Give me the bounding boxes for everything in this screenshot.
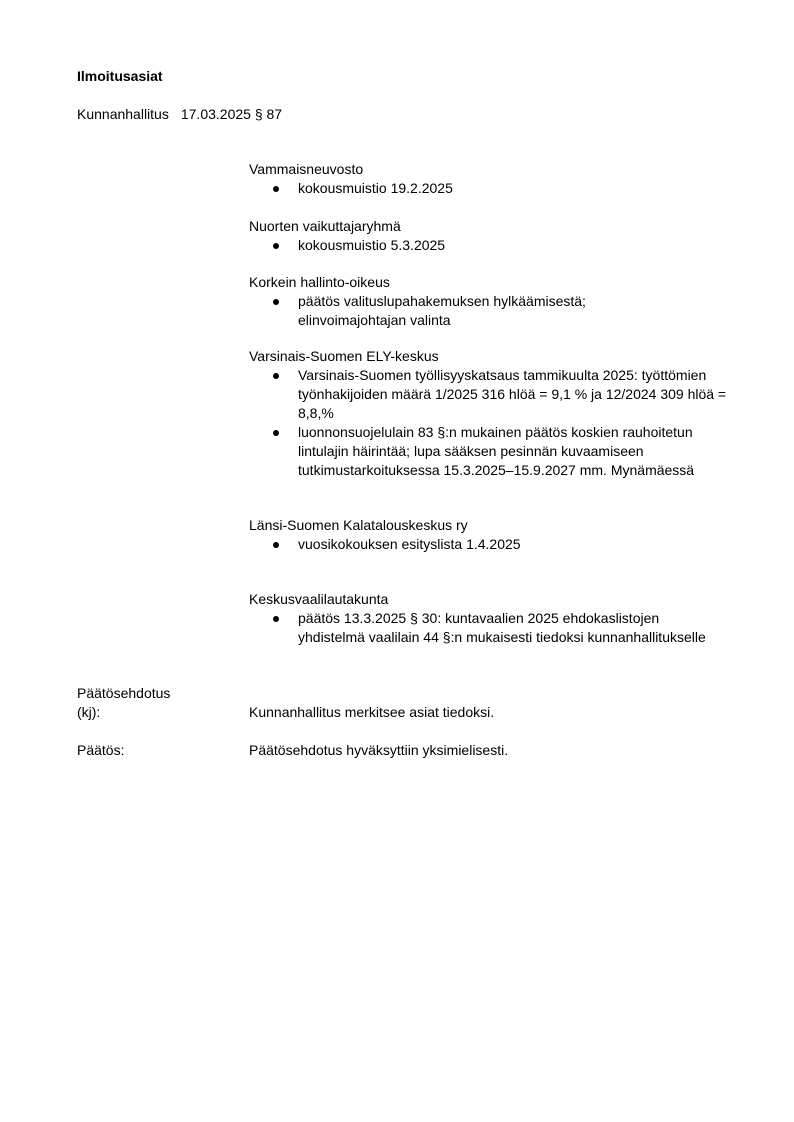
bullet-icon: [273, 373, 279, 379]
meeting-body: Kunnanhallitus: [77, 106, 169, 122]
list-item-text: kokousmuistio 5.3.2025: [298, 237, 446, 253]
group-heading: Keskusvaalilautakunta: [249, 591, 389, 607]
decision-label: Päätös:: [77, 742, 125, 758]
list-item: [249, 366, 734, 423]
group-heading: Nuorten vaikuttajaryhmä: [249, 218, 401, 234]
list-item: [249, 292, 658, 330]
list-item: [249, 236, 738, 255]
notice-group-nuorten-vaikuttajaryhma: [249, 217, 749, 255]
notice-group-korkein-hallinto-oikeus: [249, 273, 749, 330]
group-heading: Korkein hallinto-oikeus: [249, 274, 390, 290]
group-items: [249, 292, 749, 330]
list-item: [249, 179, 738, 198]
list-item-text: Varsinais-Suomen työllisyyskatsaus tammikuulta 2025: työttömien työnhakijoiden määrä 1/2025 316 hlöä = 9,1 % ja 12/2024 309 hlöä = 8,8,%: [298, 367, 727, 421]
meeting-reference: [77, 105, 282, 124]
list-item-text: päätös 13.3.2025 § 30: kuntavaalien 2025 ehdokaslistojen yhdistelmä vaalilain 44 §:n mukaisesti tiedoksi kunnanhallitukselle: [298, 610, 706, 645]
proposal-label-line2: (kj):: [77, 704, 101, 720]
bullet-icon: [273, 186, 279, 192]
bullet-icon: [273, 243, 279, 249]
document-title: Ilmoitusasiat: [77, 68, 163, 84]
list-item: [249, 423, 724, 480]
group-items: [249, 236, 749, 255]
notice-group-ely-keskus: [249, 347, 749, 480]
notice-group-kalatalouskeskus: [249, 516, 749, 554]
list-item: [249, 609, 714, 647]
decision-text: Päätösehdotus hyväksyttiin yksimielisesti.: [249, 742, 509, 758]
bullet-icon: [273, 616, 279, 622]
group-heading: Länsi-Suomen Kalatalouskeskus ry: [249, 517, 468, 533]
list-item: [249, 535, 738, 554]
group-items: [249, 609, 749, 647]
proposal-label-line1: Päätösehdotus: [77, 685, 171, 701]
notice-group-vammaisneuvosto: [249, 160, 749, 198]
list-item-text: päätös valituslupahakemuksen hylkäämisestä; elinvoimajohtajan valinta: [298, 293, 586, 328]
bullet-icon: [273, 299, 279, 305]
proposal-text: Kunnanhallitus merkitsee asiat tiedoksi.: [249, 704, 495, 720]
notice-group-keskusvaalilautakunta: [249, 590, 749, 647]
bullet-icon: [273, 542, 279, 548]
group-items: [249, 535, 749, 554]
meeting-section-reference: 17.03.2025 § 87: [180, 106, 283, 122]
group-heading: Vammaisneuvosto: [249, 161, 364, 177]
group-items: [249, 366, 749, 480]
group-heading: Varsinais-Suomen ELY-keskus: [249, 348, 439, 364]
list-item-text: kokousmuistio 19.2.2025: [298, 180, 453, 196]
bullet-icon: [273, 430, 279, 436]
list-item-text: vuosikokouksen esityslista 1.4.2025: [298, 536, 521, 552]
group-items: [249, 179, 749, 198]
list-item-text: luonnonsuojelulain 83 §:n mukainen päätös koskien rauhoitetun lintulajin häirintää; lupa sääksen pesinnän kuvaamiseen tutkimustarkoituksessa 15.3.2025–15.9.2027 mm. Mynämäessä: [298, 424, 695, 478]
